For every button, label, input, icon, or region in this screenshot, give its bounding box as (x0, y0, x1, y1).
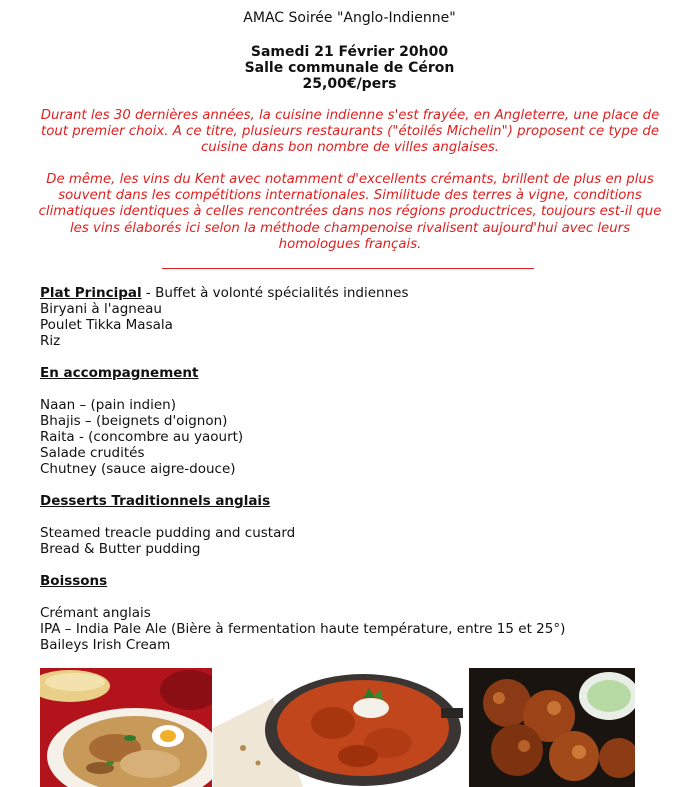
event-venue: Salle communale de Céron (244, 60, 455, 76)
menu-item: Naan – (pain indien) (40, 397, 176, 413)
main-course-title: Plat Principal (40, 285, 142, 301)
red-divider (162, 268, 534, 269)
bhajis-photo (469, 668, 635, 787)
menu-item: Bread & Butter pudding (40, 541, 201, 557)
menu-list (40, 285, 680, 653)
tikka-masala-photo (213, 668, 463, 787)
desserts-title: Desserts Traditionnels anglais (40, 493, 271, 509)
event-price: 25,00€/pers (302, 76, 397, 92)
drinks-title: Boissons (40, 573, 108, 589)
menu-item: IPA – India Pale Ale (Bière à fermentation haute température, entre 15 et 25°) (40, 621, 566, 637)
intro-paragraph-1: Durant les 30 dernières années, la cuisine indienne s'est frayée, en Angleterre, une place de tout premier choix. A ce titre, plusieurs restaurants ("étoilés Michelin") proposent ce type de cuisine dans bon nombre de villes anglaises. (40, 108, 660, 156)
main-course-heading (40, 285, 680, 301)
menu-item: Chutney (sauce aigre-douce) (40, 461, 236, 477)
menu-item: Salade crudités (40, 445, 145, 461)
event-date: Samedi 21 Février 20h00 (250, 44, 449, 60)
menu-item: Biryani à l'agneau (40, 301, 162, 317)
event-title: AMAC Soirée "Anglo-Indienne" (243, 10, 456, 26)
menu-item: Poulet Tikka Masala (40, 317, 173, 333)
menu-item: Bhajis – (beignets d'oignon) (40, 413, 228, 429)
menu-item: Riz (40, 333, 61, 349)
biryani-photo (40, 668, 212, 787)
menu-item: Steamed treacle pudding and custard (40, 525, 296, 541)
menu-item: Raita - (concombre au yaourt) (40, 429, 244, 445)
intro-paragraph-2: De même, les vins du Kent avec notamment d'excellents crémants, brillent de plus en plus souvent dans les compétitions internationales. Similitude des terres à vigne, conditions climatiques identiques à celles rencontrées dans nos régions productrices, toujours est-il que les vins élaborés ici selon la méthode champenoise rivalisent aujourd'hui avec leurs homologues français. (38, 172, 662, 252)
main-course-subtitle: - Buffet à volonté spécialités indiennes (141, 285, 409, 301)
sides-title: En accompagnement (40, 365, 199, 381)
menu-item: Baileys Irish Cream (40, 637, 171, 653)
menu-item: Crémant anglais (40, 605, 151, 621)
